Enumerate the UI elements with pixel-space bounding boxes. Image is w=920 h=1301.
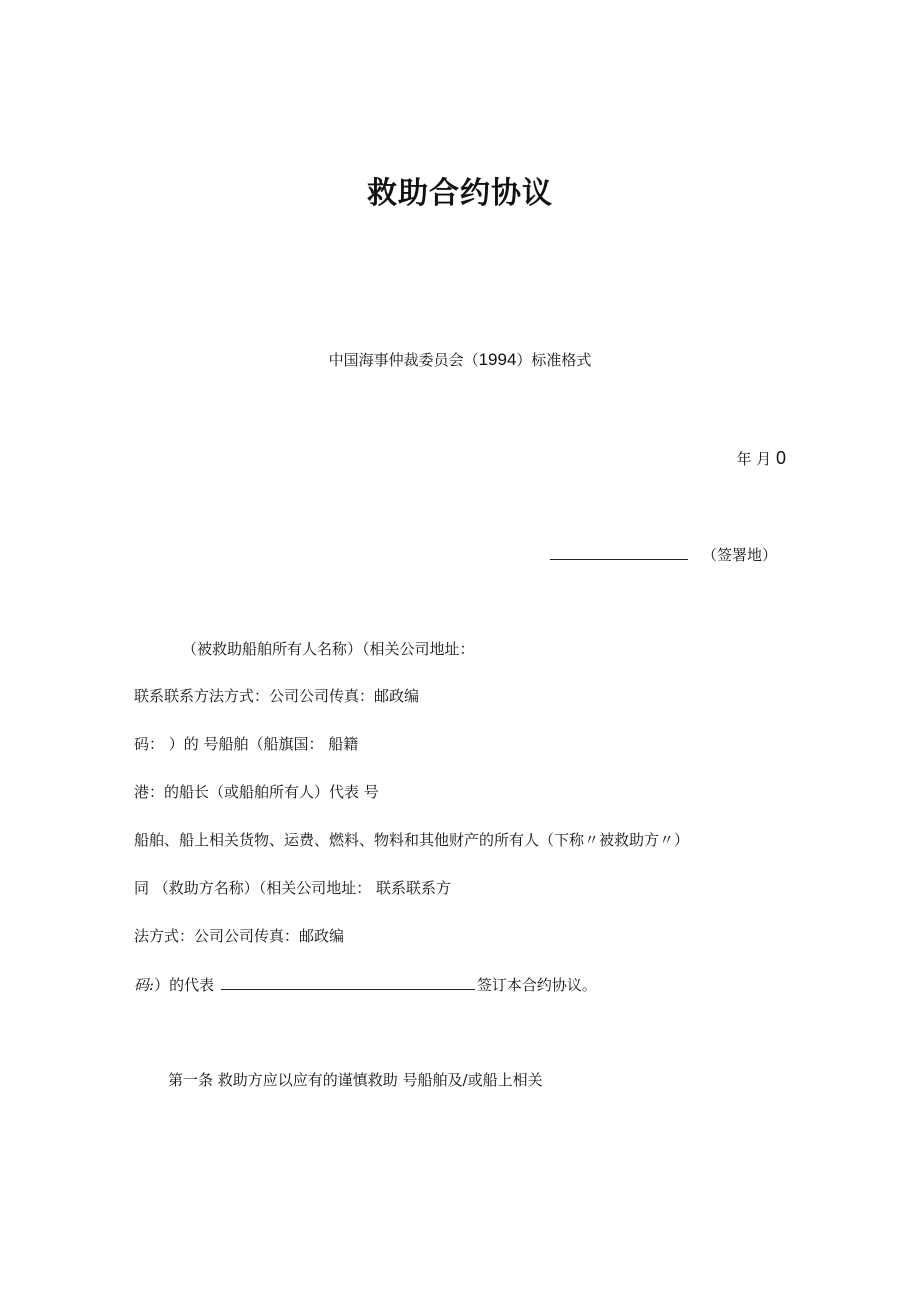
representative-blank: [221, 973, 475, 990]
last-line-prefix: 码:: [134, 976, 155, 994]
subtitle-prefix: 中国海事仲裁委员会（: [328, 351, 479, 369]
date-label: 年 月: [736, 450, 776, 468]
sign-place-label: （签署地）: [702, 546, 778, 564]
paragraph-line-4: 港：的船长（或船舶所有人）代表 号: [134, 783, 379, 801]
last-line-middle: ）的代表: [154, 976, 219, 994]
date-day: 0: [775, 448, 786, 468]
document-subtitle: [0, 349, 920, 370]
paragraph-line-8: [134, 973, 597, 995]
date-line: [736, 448, 786, 469]
subtitle-year: 1994: [478, 350, 517, 369]
sign-place-line: [550, 543, 777, 565]
paragraph-line-3: 码： ）的 号船舶（船旗国： 船籍: [134, 735, 359, 753]
paragraph-line-6: 同 （救助方名称）（相关公司地址： 联系联系方: [134, 879, 452, 897]
paragraph-line-5: 船舶、船上相关货物、运费、燃料、物料和其他财产的所有人（下称〃被救助方〃）: [134, 831, 690, 849]
document-title: 救助合约协议: [367, 176, 553, 211]
paragraph-line-7: 法方式：公司公司传真：邮政编: [134, 927, 345, 945]
article-1-line: 第一条 救助方应以应有的谨慎救助 号船舶及/或船上相关: [168, 1071, 543, 1089]
last-line-suffix: 签订本合约协议。: [476, 976, 597, 994]
subtitle-suffix: ）标准格式: [516, 351, 592, 369]
paragraph-line-1: （被救助船舶所有人名称）（相关公司地址：: [182, 640, 475, 658]
paragraph-line-2: 联系联系方法方式：公司公司传真：邮政编: [134, 687, 420, 705]
sign-place-blank: [550, 543, 688, 560]
